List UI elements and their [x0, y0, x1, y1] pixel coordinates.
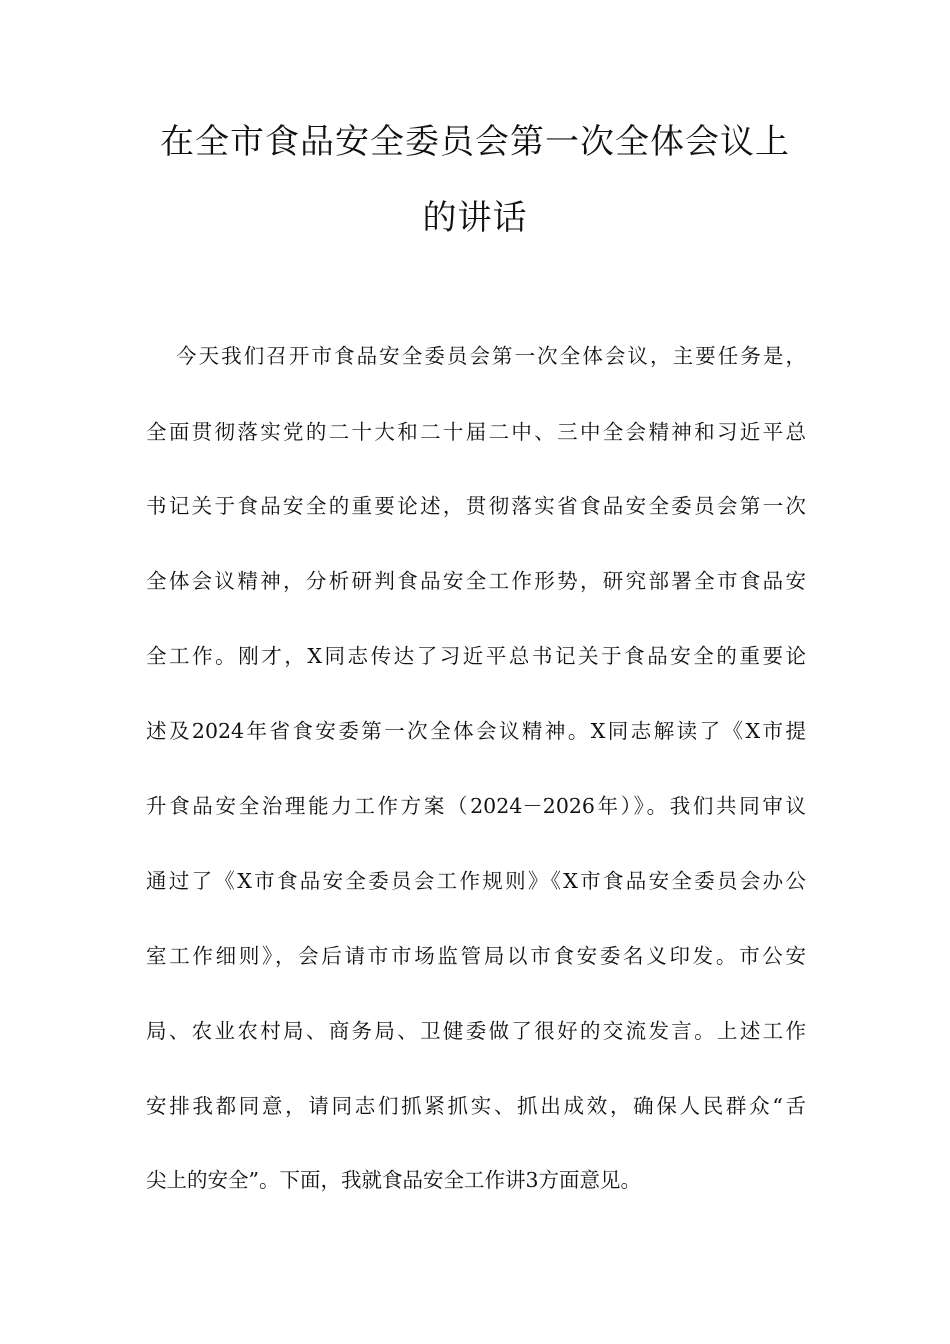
paragraph-line-4: 全体会议精神，分析研判食品安全工作形势，研究部署全市食品安 — [146, 569, 806, 593]
title-line-1: 在全市食品安全委员会第一次全体会议上 — [160, 122, 790, 162]
paragraph-line-9: 室工作细则》，会后请市市场监管局以市食安委名义印发。市公安 — [146, 944, 806, 968]
paragraph-line-8: 通过了《X市食品安全委员会工作规则》《X市食品安全委员会办公 — [146, 869, 806, 893]
paragraph-line-7: 升食品安全治理能力工作方案（2024－2026年）》。我们共同审议 — [146, 794, 806, 818]
paragraph-line-10: 局、农业农村局、商务局、卫健委做了很好的交流发言。上述工作 — [146, 1019, 806, 1043]
paragraph-line-2: 全面贯彻落实党的二十大和二十届二中、三中全会精神和习近平总 — [146, 420, 806, 444]
paragraph-line-5: 全工作。刚才，X同志传达了习近平总书记关于食品安全的重要论 — [146, 644, 806, 668]
title-line-2: 的讲话 — [422, 198, 528, 238]
paragraph-line-11: 安排我都同意，请同志们抓紧抓实、抓出成效，确保人民群众“舌 — [146, 1094, 806, 1118]
paragraph-line-6: 述及2024年省食安委第一次全体会议精神。X同志解读了《X市提 — [146, 719, 806, 743]
paragraph-line-1: 今天我们召开市食品安全委员会第一次全体会议，主要任务是， — [176, 344, 806, 368]
paragraph-line-3: 书记关于食品安全的重要论述，贯彻落实省食品安全委员会第一次 — [146, 494, 806, 518]
paragraph-line-12: 尖上的安全”。下面，我就食品安全工作讲3方面意见。 — [146, 1168, 642, 1192]
